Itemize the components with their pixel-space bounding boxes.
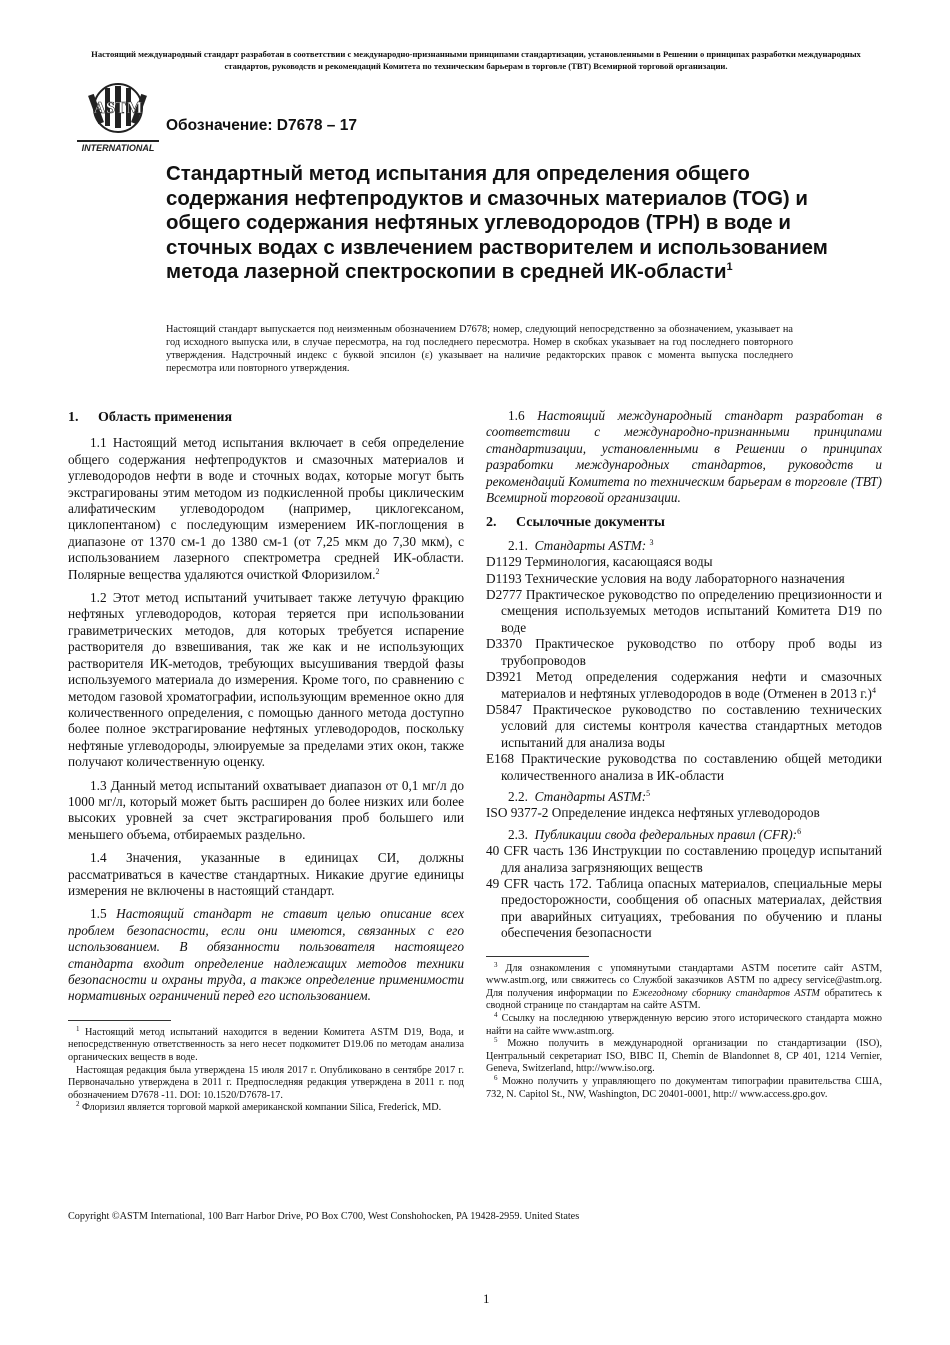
footnotes-right-rest	[486, 1010, 883, 1101]
left-column	[68, 410, 464, 1115]
section-2-title: Ссылочные документы	[516, 515, 665, 531]
designation-note: Настоящий стандарт выпускается под неизменным обозначением D7678; номер, следующий непосредственно за обозначением, указывает на год исходного выпуска или, в случае пересмотра, на год последнего пересмотра. Номер в скобках указывает на год последнего повторного утверждения. Надстрочный индекс с буквой эпсилон (ε) указывает на наличие редакторских правок с момента выпуска последнего пересмотра или повторного утверждения.	[166, 324, 793, 375]
cfr-references-list	[486, 843, 882, 941]
footnote-1-revision-text: Настоящая редакция была утверждена 15 июля 2017 г. Опубликовано в сентябре 2017 г. Первоначально утверждена в 2011 г. Предпоследняя редакция утверждена в 2011 г. под обозначением D7678 -11. DOI: 10.1520/D7678-17.	[68, 1064, 464, 1101]
astm-reference-item-text: E168 Практические руководства по составлению общей методики количественного анализа в ИК-области	[486, 751, 882, 783]
paragraph-1-1	[68, 435, 464, 583]
subsection-2-2	[486, 789, 882, 805]
subsection-2-3-number: 2.3.	[508, 826, 528, 842]
section-2-heading	[486, 515, 882, 531]
paragraph-1-6	[486, 408, 882, 506]
section-2-number: 2.	[486, 515, 497, 531]
international-standard-notice: Настоящий международный стандарт разработан в соответствии с международно-признанными принципами стандартизации, установленными в Решении о принципах разработки международных стандартов, руководств и рекомендаций Комитета по техническим барьерам в торговле (ТВТ) Всемирной торговой организации.	[91, 49, 861, 72]
footnote-5	[486, 1038, 882, 1076]
footnote-3	[486, 960, 883, 1013]
subsection-2-1-label: Стандарты ASTM:	[534, 537, 647, 553]
subsection-2-2-label: Стандарты ASTM:	[534, 788, 647, 804]
astm-reference-item-text: D1193 Технические условия на воду лабораторного назначения	[486, 570, 845, 586]
astm-reference-item	[486, 751, 882, 784]
subsection-2-1	[486, 538, 882, 554]
footnote-5-mark: 5	[494, 1036, 498, 1045]
astm-reference-item-text: D5847 Практическое руководство по составлению технических условий для системы контроля качества стандартных методов испытаний для анализа воды	[486, 701, 882, 750]
document-designation: Обозначение: D7678 – 17	[166, 117, 357, 134]
iso-references-list	[486, 805, 882, 821]
footnote-1-text: Настоящий метод испытаний находится в ведении Комитета ASTM D19, Вода, и непосредственную ответственность за него несет подкомитет D19.06 по методам анализа органических веществ в воде.	[68, 1026, 465, 1063]
title-footnote-ref: 1	[726, 261, 733, 274]
footnote-ref-6: 6	[797, 826, 802, 836]
iso-reference-item-text: ISO 9377-2 Определение индекса нефтяных углеводородов	[486, 805, 820, 821]
subsection-2-3	[486, 827, 882, 843]
footnotes-right	[486, 960, 883, 1102]
paragraph-1-6-text: Настоящий международный стандарт разработан в соответствии с международно-признанными принципами стандартизации, установленными в Решении о принципах разработки международных стандартов, руководств и рекомендаций Комитета по техническим барьерам в торговле (ТВТ) Всемирной торговой организации.	[486, 408, 882, 506]
paragraph-1-5-number: 1.5	[90, 906, 107, 922]
footnote-4	[486, 1010, 882, 1038]
section-1-heading	[68, 410, 464, 426]
footnote-divider-left	[68, 1020, 171, 1021]
footnote-ref-3: 3	[649, 537, 654, 547]
page-number: 1	[483, 1291, 490, 1306]
footnote-ref-2: 2	[375, 566, 380, 576]
astm-reference-item-text: D1129 Терминология, касающаяся воды	[486, 554, 713, 570]
subsection-2-1-number: 2.1.	[508, 537, 528, 553]
astm-reference-item	[486, 669, 882, 702]
footnote-ref-5: 5	[646, 788, 651, 798]
footnote-6-mark: 6	[494, 1073, 498, 1082]
footnote-3-italic: Ежегодному сборнику стандартов ASTM	[632, 987, 820, 999]
astm-reference-item-text: D3921 Метод определения содержания нефти и смазочных материалов и нефтяных углеводородов в воде (Отменен в 2013 г.)	[486, 669, 882, 701]
astm-international-logo	[77, 80, 159, 154]
logo-international-text: INTERNATIONAL	[81, 143, 155, 153]
footnote-5-text: Можно получить в международной организации по стандартизации (ISO), Центральный секретариат ISO, BIBC II, Chemin de Blandonnet 8, CP 401, 1214 Vernier, Geneva, Switzerland, http://www.iso.org.	[486, 1038, 882, 1075]
logo-astm-text: ASTM	[93, 98, 143, 117]
copyright-line: Copyright ©ASTM International, 100 Barr Harbor Drive, PO Box C700, West Conshohocken, PA 19428-2959. United States	[68, 1211, 580, 1222]
footnote-3-text-b: обратитесь к сводной странице по стандартам на сайте ASTM.	[486, 987, 883, 1012]
section-1-number: 1.	[68, 410, 79, 425]
footnotes-left	[68, 1024, 465, 1115]
paragraph-1-5	[68, 906, 464, 1004]
subsection-2-3-label: Публикации свода федеральных правил (CFR):	[534, 826, 798, 842]
astm-reference-item	[486, 636, 882, 669]
footnote-6	[486, 1073, 883, 1101]
paragraph-1-3: 1.3 Данный метод испытаний охватывает диапазон от 0,1 мг/л до 1000 мг/л, который может быть расширен до более низких или более высоких уровней за счет экстрагирования проб большего или меньшего объема, отбираемых раздельно.	[68, 777, 464, 842]
astm-reference-item	[486, 554, 882, 570]
astm-reference-item-text: D3370 Практическое руководство по отбору проб воды из трубопроводов	[486, 636, 882, 668]
footnote-2	[68, 1102, 464, 1115]
document-title	[166, 162, 856, 285]
document-title-text: Стандартный метод испытания для определения общего содержания нефтепродуктов и смазочных материалов (TOG) и общего содержания нефтяных углеводородов (TPH) в воде и сточных водах с извлечением растворителем и использованием метода лазерной спектроскопии в средней ИК-области	[166, 163, 828, 284]
paragraph-1-6-number: 1.6	[508, 408, 525, 423]
footnote-3-mark: 3	[494, 960, 498, 969]
cfr-reference-item	[486, 876, 882, 942]
astm-reference-item-footnote-ref: 4	[871, 685, 876, 695]
footnote-divider-right	[486, 956, 589, 957]
footnote-1-mark: 1	[76, 1024, 80, 1033]
paragraph-1-4: 1.4 Значения, указанные в единицах СИ, должны рассматриваться в качестве стандартных. Никакие другие единицы измерения не включены в настоящий стандарт.	[68, 850, 464, 898]
footnote-1	[68, 1024, 465, 1065]
paragraph-1-1-text: 1.1 Настоящий метод испытания включает в себя определение общего содержания нефтепродуктов и смазочных материалов и углеводородов нефти в воде и сточных водах, которые могут быть экстрагированы этим методом из подкисленной пробы циклическим алифатическим углеводородом (например, циклогексаном, циклопентаном) с последующим измерением ИК-поглощения в диапазоне от 1370 см-1 до 1380 см-1 (от 7,25 мкм до 7,30 мкм), с использованием лазерного спектрометра средней ИК-области. Полярные вещества удаляются очисткой Флоризилом.	[68, 435, 464, 582]
astm-reference-item-text: D2777 Практическое руководство по определению прецизионности и смещения используемых методов испытаний Комитета D19 по воде	[486, 587, 882, 635]
section-1-title: Область применения	[98, 410, 233, 425]
footnote-1-revision	[68, 1065, 464, 1103]
astm-reference-item	[486, 702, 882, 751]
footnote-3-text-a: Для ознакомления с упомянутыми стандартами ASTM посетите сайт ASTM, www.astm.org, или свяжитесь со Службой заказчиков ASTM по адресу service@astm.org. Для получения информации по	[486, 962, 883, 999]
footnote-2-mark: 2	[76, 1100, 80, 1109]
right-column	[486, 408, 882, 1101]
astm-reference-item	[486, 571, 882, 587]
iso-reference-item	[486, 805, 882, 821]
subsection-2-2-number: 2.2.	[508, 788, 528, 804]
cfr-reference-item	[486, 843, 882, 876]
paragraph-1-5-text: Настоящий стандарт не ставит целью описание всех проблем безопасности, если они имеются, связанных с его использованием. В обязанности пользователя настоящего стандарта входит определение надлежащих методов техники безопасности и охраны труда, а также определение применимости нормативных ограничений перед его использованием.	[68, 906, 465, 1004]
astm-reference-item	[486, 587, 882, 636]
astm-references-list	[486, 554, 882, 784]
paragraph-1-2: 1.2 Этот метод испытаний учитывает также летучую фракцию нефтяных углеводородов, которая теряется при использовании гравиметрических методов, для которых требуется испарение растворителя до взвешивания, так же как и не использующих растворителя ИК-методов, требующих высушивания твердой фазы используемого материала до измерения. Кроме того, по сравнению с методом газовой хроматографии, использующим временное окно для количественного определения, с помощью данного метода доступно более полное экстрагирование нефтяных углеводородов, поскольку нефтяные углеводороды, элюируемые за пределами этих окон, также получают количественную оценку.	[68, 590, 464, 770]
footnote-2-text: Флоризил является торговой маркой американской компании Silica, Frederick, MD.	[82, 1102, 442, 1114]
footnote-4-text: Ссылку на последнюю утвержденную версию этого исторического стандарта можно найти на сайте www.astm.org.	[486, 1012, 882, 1037]
footnote-4-mark: 4	[494, 1010, 498, 1019]
cfr-reference-item-text: 40 CFR часть 136 Инструкции по составлению процедур испытаний для анализа загрязняющих веществ	[486, 843, 882, 875]
cfr-reference-item-text: 49 CFR часть 172. Таблица опасных материалов, специальные меры предосторожности, сообщения об опасных материалах, действия при аварийных ситуациях, требования по обучению и планы обеспечения безопасности	[486, 875, 882, 941]
footnote-6-text: Можно получить у управляющего по документам типографии правительства США, 732, N. Capitol St., NW, Washington, DC 20401-0001, http:// www.access.gpo.gov.	[486, 1075, 883, 1100]
